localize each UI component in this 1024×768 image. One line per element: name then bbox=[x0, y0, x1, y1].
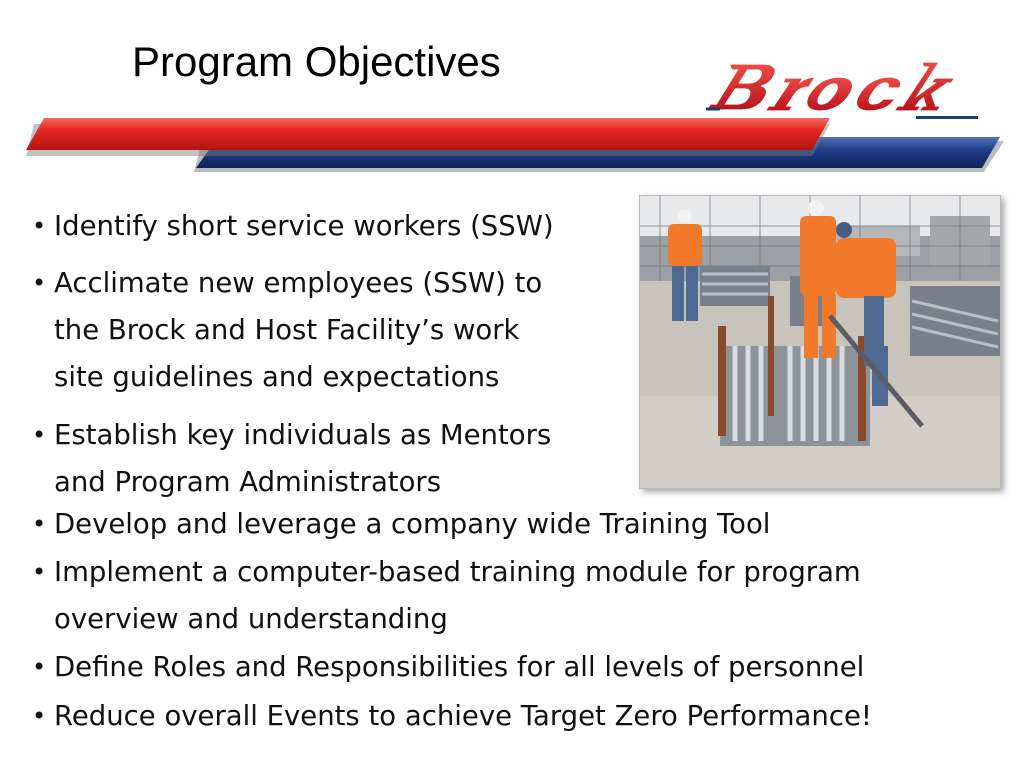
banner-red-band bbox=[26, 118, 830, 150]
bullet-symbol: • bbox=[32, 212, 47, 240]
bullet-text: Establish key individuals as Mentors and Program Administrators bbox=[54, 419, 552, 498]
bullet-symbol: • bbox=[32, 653, 47, 681]
bullet-item bbox=[32, 693, 872, 740]
bullet-symbol: • bbox=[32, 702, 47, 730]
bullet-symbol: • bbox=[32, 421, 47, 449]
workers-photo bbox=[639, 195, 1001, 489]
bullet-text: Identify short service workers (SSW) bbox=[54, 210, 554, 242]
bullet-symbol: • bbox=[32, 269, 47, 297]
bullet-item bbox=[32, 203, 554, 250]
bullet-text: Implement a computer-based training module for program overview and understanding bbox=[54, 556, 861, 635]
bullet-item bbox=[32, 501, 770, 548]
header-banner-stripes bbox=[0, 112, 1024, 178]
bullet-text: Acclimate new employees (SSW) to the Brock and Host Facility’s work site guidelines and expectations bbox=[54, 267, 543, 393]
bullet-symbol: • bbox=[32, 558, 47, 586]
bullet-item bbox=[32, 644, 864, 691]
bullet-symbol: • bbox=[32, 510, 47, 538]
bullet-text: Reduce overall Events to achieve Target Zero Performance! bbox=[54, 700, 872, 732]
slide-title: Program Objectives bbox=[132, 38, 501, 85]
bullet-item bbox=[32, 412, 551, 506]
bullet-text: Define Roles and Responsibilities for all levels of personnel bbox=[54, 651, 865, 683]
bullet-item bbox=[32, 260, 542, 401]
bullet-text: Develop and leverage a company wide Training Tool bbox=[54, 508, 771, 540]
bullet-item bbox=[32, 549, 861, 643]
